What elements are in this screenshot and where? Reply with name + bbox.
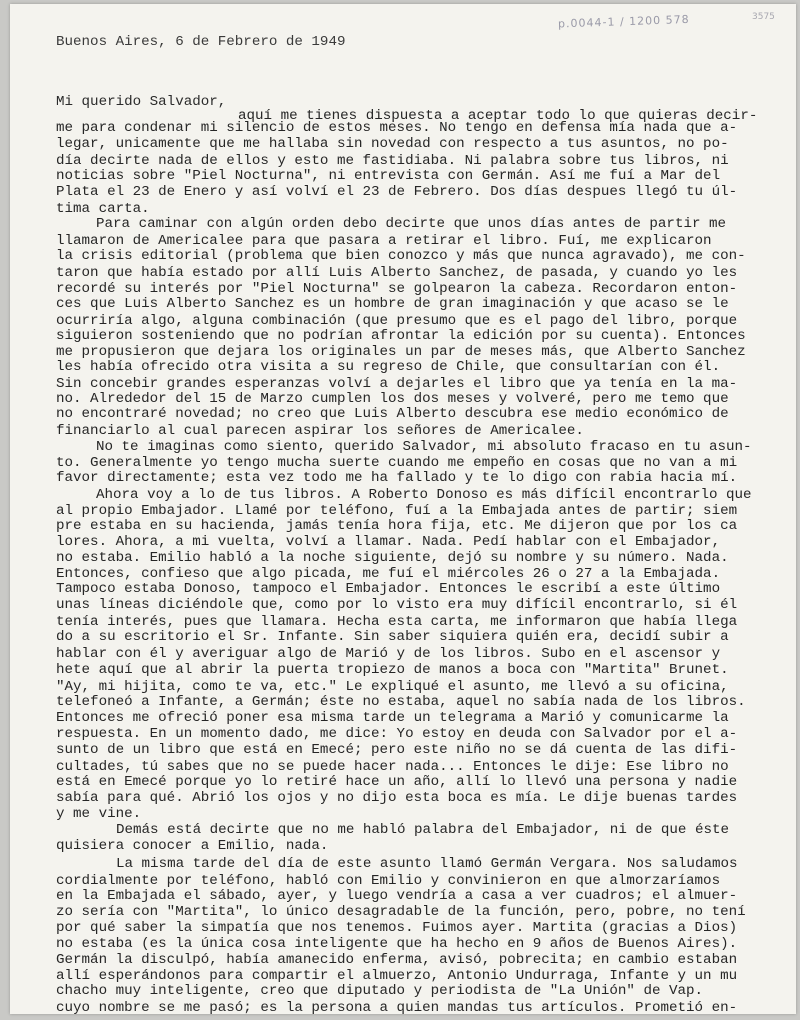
letter-line: taron que había estado por allí Luis Alberto Sanchez, de pasada, y cuando yo les [56, 265, 738, 281]
letter-page [10, 4, 796, 1014]
letter-line: La misma tarde del día de este asunto llamó Germán Vergara. Nos saludamos [116, 856, 738, 872]
letter-line: no encontraré novedad; no creo que Luis Alberto descubra ese medio económico de [56, 406, 729, 422]
letter-line: no estaba. Emilio habló a la noche siguiente, dejó su nombre y su número. Nada. [56, 550, 729, 566]
letter-line: ces que Luis Alberto Sanchez es un hombre de gran imaginación y que acaso se le [56, 296, 729, 312]
letter-line: recordé su interés por "Piel Nocturna" se golpearon la cabeza. Recordaron enton- [56, 281, 738, 297]
letter-line: hablar con él y averiguar algo de Marió y de los libros. Subo en el ascensor y [56, 646, 721, 662]
letter-line: chacho muy inteligente, creo que diputado y periodista de "La Unión" de Vap. [56, 983, 704, 999]
letter-line: No te imaginas como siento, querido Salvador, mi absoluto fracaso en tu asun- [96, 439, 752, 455]
letter-line: cordialmente por teléfono, habló con Emilio y convinieron en que almorzaríamos [56, 873, 721, 889]
letter-line: les había ofrecido otra visita a su regreso de Chile, que consultarían con él. [56, 359, 721, 375]
letter-line: Para caminar con algún orden debo decirte que unos días antes de partir me [96, 216, 727, 232]
letter-line: está en Emecé porque yo lo retiré hace un año, allí lo llevó una persona y nadie [56, 774, 738, 790]
letter-line: respuesta. En un momento dado, me dice: Yo estoy en deuda con Salvador por el a- [56, 726, 738, 742]
letter-line: financiarlo al cual parecen aspirar los señores de Americalee. [56, 423, 584, 439]
letter-line: no. Alrededor del 15 de Marzo cumplen los dos meses y volveré, pero me temo que [56, 391, 729, 407]
letter-line: quisiera conocer a Emilio, nada. [56, 838, 329, 854]
letter-line: favor directamente; esta vez todo me ha fallado y te lo digo con rabia hacia mí. [56, 470, 738, 486]
letter-line: telefoneó a Infante, a Germán; éste no estaba, aquel no sabía nada de los libros. [56, 694, 746, 710]
letter-line: por qué saber la simpatía que nos tenemos. Fuimos ayer. Martita (gracias a Dios) [56, 920, 738, 936]
letter-line: al propio Embajador. Llamé por teléfono, fuí a la Embajada antes de partir; siem [56, 503, 738, 519]
page-number: 3575 [752, 12, 775, 22]
letter-line: allí esperándonos para compartir el almuerzo, Antonio Undurraga, Infante y un mu [56, 968, 738, 984]
archive-reference-stamp: p.0044-1 / 1200 578 [557, 12, 690, 31]
letter-line: me propusieron que dejara los originales un par de meses más, que Alberto Sanchez [56, 344, 746, 360]
letter-line: Sin concebir grandes esperanzas volví a dejarles el libro que ya tenía en la ma- [56, 376, 738, 392]
letter-line: Demás está decirte que no me habló palabra del Embajador, ni de que éste [116, 822, 729, 838]
letter-line: Germán la disculpó, había amanecido enferma, avisó, pobrecita; en cambio estaban [56, 952, 738, 968]
letter-line: no estaba (es la única cosa inteligente que ha hecho en 9 años de Buenos Aires). [56, 936, 738, 952]
letter-line: tenía interés, pues que llamara. Hecha esta carta, me informaron que había llega [56, 614, 738, 630]
dateline: Buenos Aires, 6 de Febrero de 1949 [56, 34, 346, 50]
letter-line: me para condenar mi silencio de estos meses. No tengo en defensa mía nada que a- [56, 120, 738, 136]
letter-line: Plata el 23 de Enero y así volví el 23 de Febrero. Dos días despues llegó tu úl- [56, 184, 738, 200]
letter-line: sunto de un libro que está en Emecé; pero este niño no se dá cuenta de las difi- [56, 742, 738, 758]
letter-line: to. Generalmente yo tengo mucha suerte cuando me empeño en cosas que no van a mi [56, 455, 738, 471]
letter-line: Ahora voy a lo de tus libros. A Roberto Donoso es más difícil encontrarlo que [96, 487, 752, 503]
salutation: Mi querido Salvador, [56, 94, 227, 110]
letter-line: unas líneas diciéndole que, como por lo visto era muy difícil encontrarlo, si él [56, 597, 738, 613]
letter-line: tima carta. [56, 201, 150, 217]
letter-line: lores. Ahora, a mi vuelta, volví a llamar. Nada. Pedí hablar con el Embajador, [56, 534, 721, 550]
letter-line: día decirte nada de ellos y esto me fastidiaba. Ni palabra sobre tus libros, ni [56, 153, 729, 169]
letter-line: la crisis editorial (problema que bien conozco y más que nunca agravado), me con- [56, 248, 746, 264]
letter-line: ocurriría algo, alguna combinación (que presumo que es el pago del libro, porque [56, 313, 738, 329]
letter-line: legar, unicamente que me hallaba sin novedad con respecto a tus asuntos, no po- [56, 136, 729, 152]
letter-line: siguieron sosteniendo que no podrían afrontar la edición por su cuenta). Entonces [56, 328, 746, 344]
letter-line: noticias sobre "Piel Nocturna", ni entrevista con Germán. Así me fuí a Mar del [56, 168, 721, 184]
letter-line: aquí me tienes dispuesta a aceptar todo lo que quieras decir- [238, 108, 758, 124]
letter-line: cultades, tú sabes que no se puede hacer nada... Entonces le dije: Ese libro no [56, 759, 729, 775]
letter-line: llamaron de Americalee para que pasara a retirar el libro. Fuí, me explicaron [56, 233, 712, 249]
letter-line: do a su escritorio el Sr. Infante. Sin saber siquiera quién era, decidí subir a [56, 629, 729, 645]
letter-line: sabía para qué. Abrió los ojos y no dijo esta boca es mía. Le dije buenas tardes [56, 790, 738, 806]
letter-line: hete aquí que al abrir la puerta tropiezo de manos a boca con "Martita" Brunet. [56, 662, 729, 678]
letter-line: Tampoco estaba Donoso, tampoco el Embajador. Entonces le escribí a este último [56, 581, 721, 597]
letter-line: Entonces, confieso que algo picada, me fuí el miércoles 26 o 27 a la Embajada. [56, 566, 721, 582]
letter-line: y me vine. [56, 806, 142, 822]
letter-line: pre estaba en su hacienda, jamás tenía hora fija, etc. Me dijeron que por los ca [56, 518, 738, 534]
letter-line: "Ay, mi hijita, como te va, etc." Le expliqué el asunto, me llevó a su oficina, [56, 679, 729, 695]
letter-line: Entonces me ofreció poner esa misma tarde un telegrama a Marió y comunicarme la [56, 710, 729, 726]
letter-line: zo sería con "Martita", lo único desagradable de la función, pero, pobre, no tení [56, 904, 746, 920]
letter-line: en la Embajada el sábado, ayer, y luego vendría a casa a ver cuadros; el almuer- [56, 888, 738, 904]
letter-line: cuyo nombre se me pasó; es la persona a quien mandas tus artículos. Prometió en- [56, 1000, 738, 1014]
